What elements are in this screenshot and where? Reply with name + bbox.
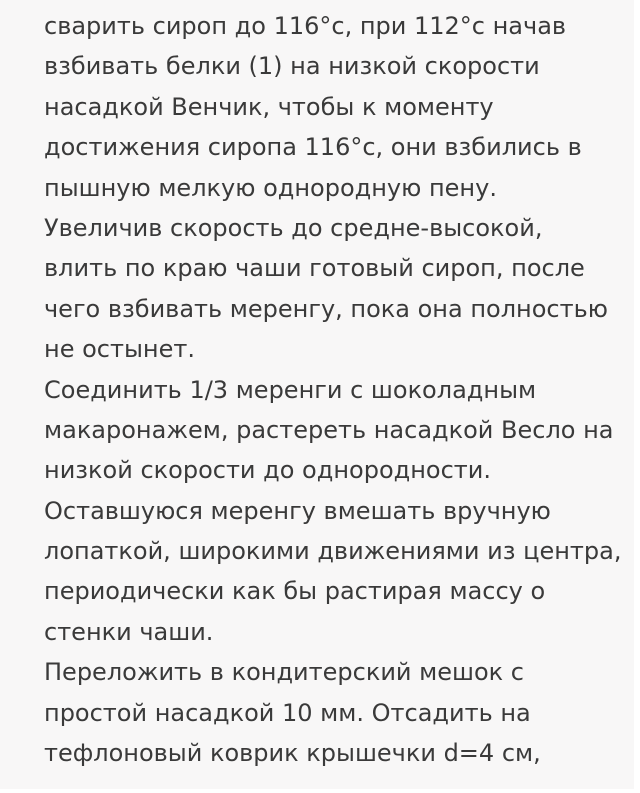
text-line: пышную мелкую однородную пену. bbox=[44, 173, 497, 202]
text-line: простой насадкой 10 мм. Отсадить на bbox=[44, 698, 531, 727]
text-line: чего взбивать меренгу, пока она полностью bbox=[44, 294, 608, 323]
recipe-instructions-text bbox=[44, 6, 634, 773]
text-line: насадкой Венчик, чтобы к моменту bbox=[44, 92, 494, 121]
text-line: Оставшуюся меренгу вмешать вручную bbox=[44, 496, 551, 525]
bottom-border bbox=[0, 789, 640, 793]
text-line: достижения сиропа 116°с, они взбились в bbox=[44, 133, 582, 162]
text-line: тефлоновый коврик крышечки d=4 см, bbox=[44, 739, 541, 768]
text-line: макаронажем, растереть насадкой Весло на bbox=[44, 415, 614, 444]
text-line: периодически как бы растирая массу о bbox=[44, 577, 546, 606]
text-line: влить по краю чаши готовый сироп, после bbox=[44, 254, 585, 283]
text-line: Соединить 1/3 меренги с шоколадным bbox=[44, 375, 537, 404]
right-border bbox=[634, 0, 640, 793]
text-line: стенки чаши. bbox=[44, 617, 214, 646]
text-line: не остынет. bbox=[44, 335, 195, 364]
text-line: низкой скорости до однородности. bbox=[44, 456, 491, 485]
text-line: лопаткой, широкими движениями из центра, bbox=[44, 537, 622, 566]
text-line: Переложить в кондитерский мешок с bbox=[44, 658, 524, 687]
text-line: сварить сироп до 116°с, при 112°с начав bbox=[44, 12, 567, 40]
text-line: взбивать белки (1) на низкой скорости bbox=[44, 52, 540, 81]
text-line: Увеличив скорость до средне-высокой, bbox=[44, 213, 543, 242]
